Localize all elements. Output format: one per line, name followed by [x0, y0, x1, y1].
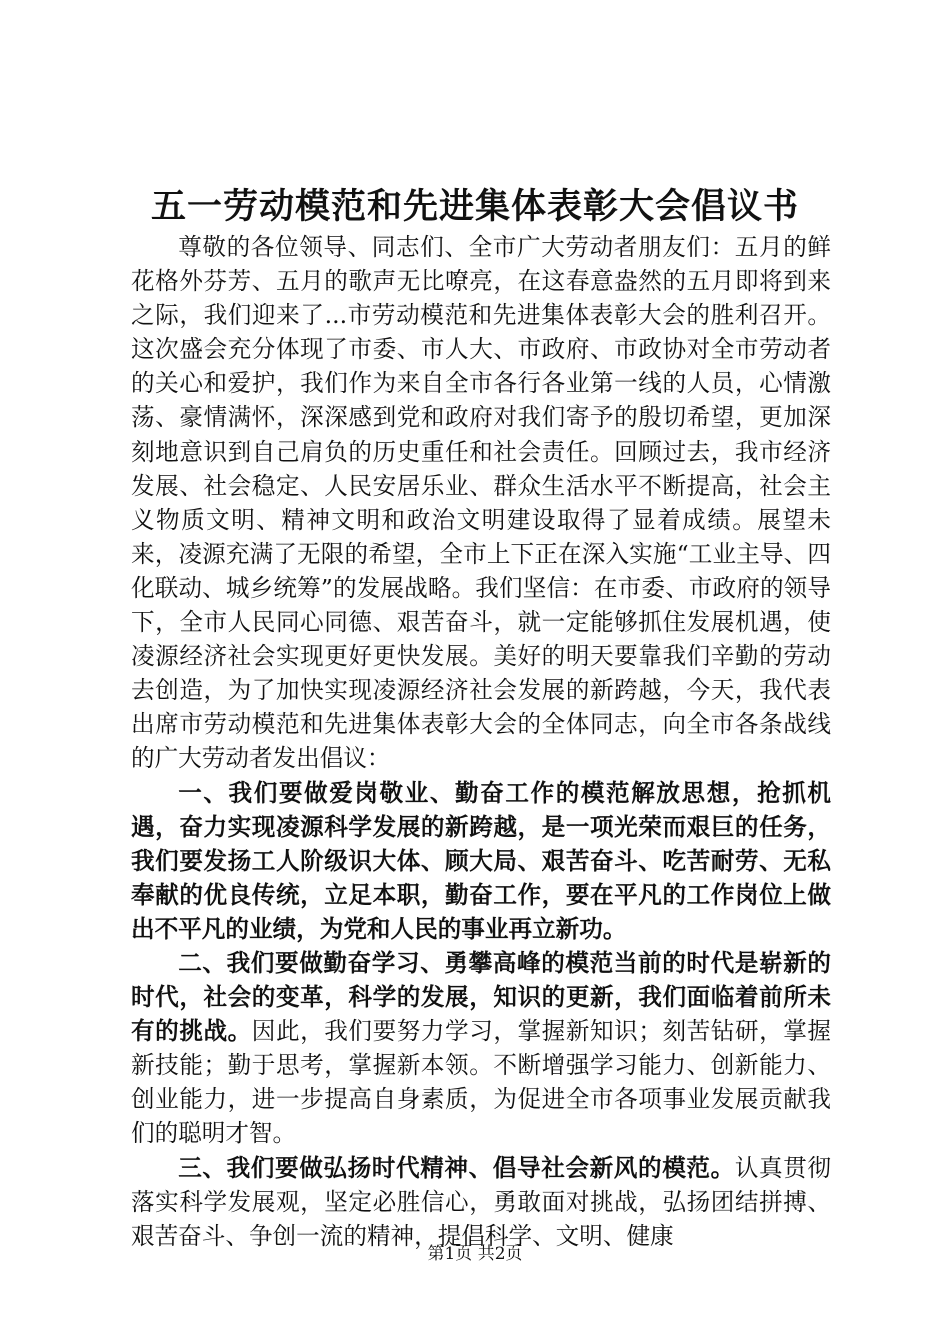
paragraph-proposal-3	[131, 1151, 831, 1253]
proposal-2-body: 因此，我们要努力学习，掌握新知识；刻苦钻研，掌握新技能；勤于思考，掌握新本领。不断增强学习能力、创新能力、创业能力，进一步提高自身素质，为促进全市各项事业发展贡献我们的聪明才智。	[131, 1017, 832, 1148]
proposal-3-body: 认真贯彻落实科学发展观，坚定必胜信心，勇敢面对挑战，弘扬团结拼搏、艰苦奋斗、争创一流的精神，提倡科学、文明、健康	[131, 1153, 832, 1250]
page-footer: 第1页 共2页	[427, 1244, 523, 1264]
paragraph-greeting: 尊敬的各位领导、同志们、全市广大劳动者朋友们：五月的鲜花格外芬芳、五月的歌声无比嘹亮，在这春意盎然的五月即将到来之际，我们迎来了...市劳动模范和先进集体表彰大会的胜利召开。这次盛会充分体现了市委、市人大、市政府、市政协对全市劳动者的关心和爱护，我们作为来自全市各行各业第一线的人员，心情激荡、豪情满怀，深深感到党和政府对我们寄予的殷切希望，更加深刻地意识到自己肩负的历史重任和社会责任。回顾过去，我市经济发展、社会稳定、人民安居乐业、群众生活水平不断提高，社会主义物质文明、精神文明和政治文明建设取得了显着成绩。展望未来，凌源充满了无限的希望，全市上下正在深入实施“工业主导、四化联动、城乡统筹”的发展战略。我们坚信：在市委、市政府的领导下，全市人民同心同德、艰苦奋斗，就一定能够抓住发展机遇，使凌源经济社会实现更好更快发展。美好的明天要靠我们辛勤的劳动去创造，为了加快实现凌源经济社会发展的新跨越，今天，我代表出席市劳动模范和先进集体表彰大会的全体同志，向全市各条战线的广大劳动者发出倡议：	[131, 233, 831, 773]
paragraph-proposal-2	[131, 946, 831, 1151]
proposal-2-heading: 二、我们要做勤奋学习、勇攀高峰的模范当前的时代是崭新的时代，社会的变革，科学的发展，知识的更新，我们面临着前所未有的挑战。	[131, 948, 831, 1046]
paragraph-proposal-1: 一、我们要做爱岗敬业、勤奋工作的模范解放思想，抢抓机遇，奋力实现凌源科学发展的新跨越，是一项光荣而艰巨的任务，我们要发扬工人阶级识大体、顾大局、艰苦奋斗、吃苦耐劳、无私奉献的优良传统，立足本职，勤奋工作，要在平凡的工作岗位上做出不平凡的业绩，为党和人民的事业再立新功。	[131, 778, 831, 943]
document-body	[131, 230, 831, 1253]
document-title: 五一劳动模范和先进集体表彰大会倡议书	[150, 186, 799, 227]
proposal-3-heading: 三、我们要做弘扬时代精神、倡导社会新风的模范。	[178, 1153, 735, 1182]
